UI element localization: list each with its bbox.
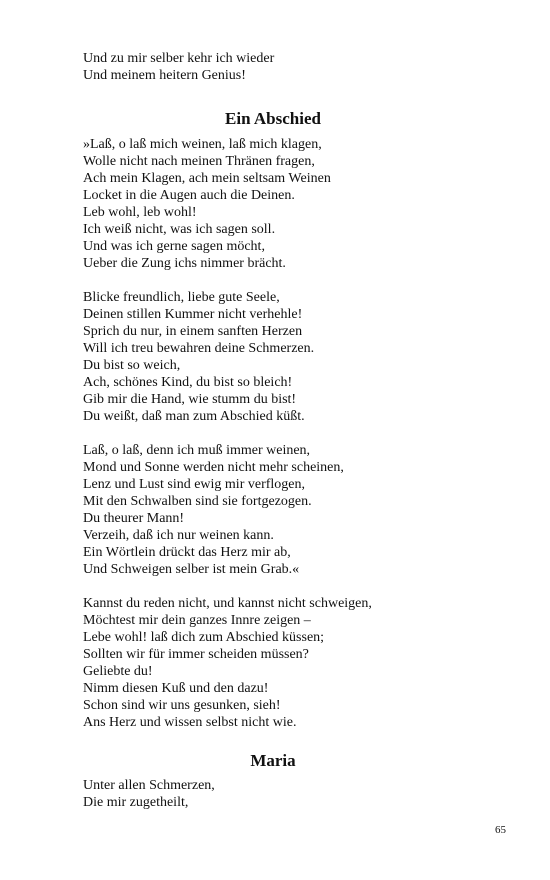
stanza-1 — [83, 136, 503, 272]
verse-line: Laß, o laß, denn ich muß immer weinen, — [83, 443, 311, 458]
verse-line: Du weißt, daß man zum Abschied küßt. — [83, 409, 305, 424]
stanza-2 — [83, 289, 503, 425]
verse-line: Locket in die Augen auch die Deinen. — [83, 188, 295, 203]
verse-line: Und Schweigen selber ist mein Grab.« — [83, 562, 300, 577]
verse-line: Wolle nicht nach meinen Thränen fragen, — [83, 154, 315, 169]
verse-line: Möchtest mir dein ganzes Innre zeigen – — [83, 613, 311, 628]
verse-line: Unter allen Schmerzen, — [83, 778, 215, 793]
verse-line: Mond und Sonne werden nicht mehr scheinen, — [83, 460, 344, 475]
page-body — [83, 50, 503, 811]
stanza-1 — [83, 777, 503, 811]
poem-title: Ein Abschied — [225, 109, 321, 128]
page-number: 65 — [495, 824, 506, 836]
poem-title: Maria — [250, 751, 296, 770]
verse-line: Mit den Schwalben sind sie fortgezogen. — [83, 494, 312, 509]
verse-line: Du bist so weich, — [83, 358, 181, 373]
poem-maria — [83, 751, 503, 811]
stanza-3 — [83, 442, 503, 578]
verse-line: Verzeih, daß ich nur weinen kann. — [83, 528, 274, 543]
verse-line: Ach mein Klagen, ach mein seltsam Weinen — [83, 171, 331, 186]
verse-line: Ach, schönes Kind, du bist so bleich! — [83, 375, 293, 390]
verse-line: Die mir zugetheilt, — [83, 795, 189, 810]
intro-stanza — [83, 50, 503, 84]
verse-line: Und was ich gerne sagen möcht, — [83, 239, 265, 254]
verse-line: Gib mir die Hand, wie stumm du bist! — [83, 392, 297, 407]
verse-line: Schon sind wir uns gesunken, sieh! — [83, 698, 281, 713]
verse-line: »Laß, o laß mich weinen, laß mich klagen, — [83, 137, 322, 152]
verse-line: Sollten wir für immer scheiden müssen? — [83, 647, 309, 662]
verse-line: Ueber die Zung ichs nimmer brächt. — [83, 256, 286, 271]
verse-line: Leb wohl, leb wohl! — [83, 205, 197, 220]
verse-line: Will ich treu bewahren deine Schmerzen. — [83, 341, 315, 356]
verse-line: Ans Herz und wissen selbst nicht wie. — [83, 715, 297, 730]
verse-line: Nimm diesen Kuß und den dazu! — [83, 681, 269, 696]
verse-line: Geliebte du! — [83, 664, 153, 679]
verse-line: Sprich du nur, in einem sanften Herzen — [83, 324, 303, 339]
verse-line: Lenz und Lust sind ewig mir verflogen, — [83, 477, 306, 492]
verse-line: Und zu mir selber kehr ich wieder — [83, 51, 275, 66]
verse-line: Deinen stillen Kummer nicht verhehle! — [83, 307, 303, 322]
stanza-4 — [83, 595, 503, 731]
verse-line: Ein Wörtlein drückt das Herz mir ab, — [83, 545, 291, 560]
verse-line: Blicke freundlich, liebe gute Seele, — [83, 290, 280, 305]
verse-line: Lebe wohl! laß dich zum Abschied küssen; — [83, 630, 325, 645]
verse-line: Kannst du reden nicht, und kannst nicht schweigen, — [83, 596, 372, 611]
verse-line: Und meinem heitern Genius! — [83, 68, 246, 83]
verse-line: Du theurer Mann! — [83, 511, 185, 526]
verse-line: Ich weiß nicht, was ich sagen soll. — [83, 222, 276, 237]
poem-ein-abschied — [83, 109, 503, 731]
